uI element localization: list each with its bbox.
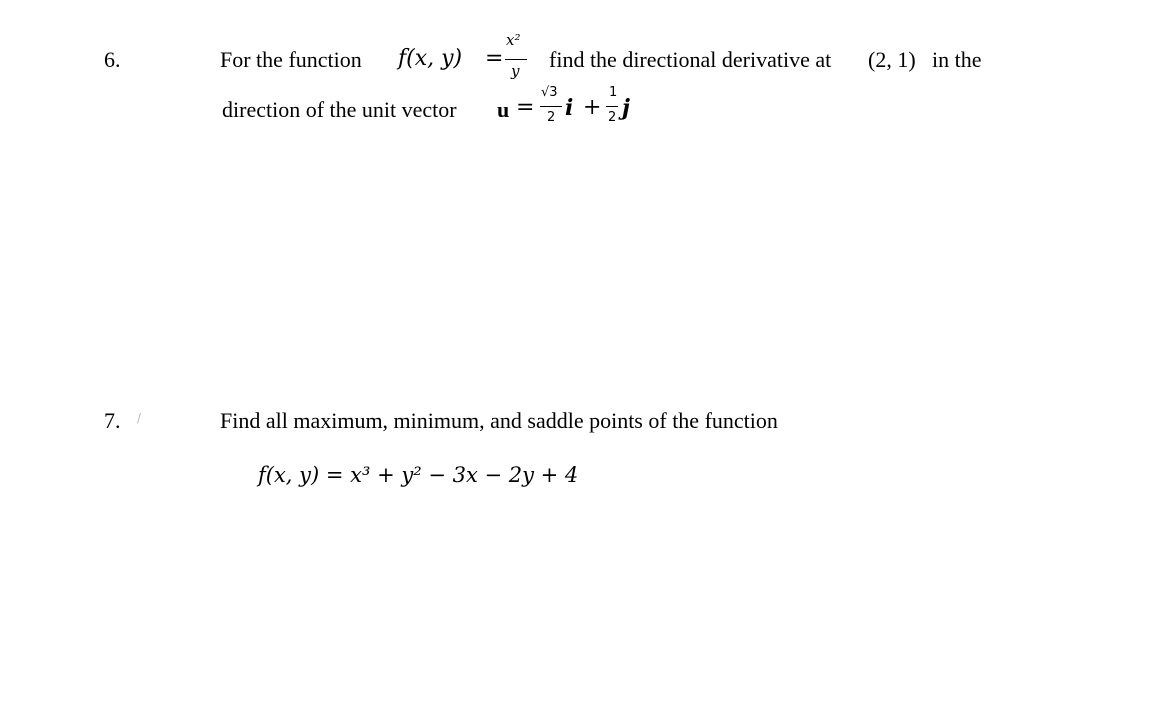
problem-text: find the directional derivative at — [549, 47, 832, 72]
fraction-denominator: y — [511, 62, 520, 80]
coefficient-denominator: 2 — [608, 110, 617, 125]
problem-text: direction of the unit vector — [222, 97, 457, 122]
unit-vector-i: i — [565, 95, 574, 121]
coefficient-denominator: 2 — [547, 110, 556, 125]
vector-symbol: u — [497, 97, 510, 122]
problem-number: 7. — [104, 408, 121, 433]
coefficient-numerator: 1 — [609, 85, 618, 100]
equals-sign: = — [485, 46, 504, 71]
pen-mark: / — [137, 411, 142, 425]
point-coordinates: (2, 1) — [868, 47, 916, 72]
fraction-bar — [606, 106, 618, 107]
problem-text: For the function — [220, 47, 362, 72]
problem-number: 6. — [104, 47, 121, 72]
unit-vector-j: j — [622, 95, 630, 121]
plus-sign: + — [583, 95, 602, 120]
function-equation: f(x, y) = x³ + y² − 3x − 2y + 4 — [258, 463, 579, 487]
problem-text: Find all maximum, minimum, and saddle points of the function — [220, 408, 778, 433]
equals-sign: = — [516, 95, 535, 120]
fraction-bar — [540, 106, 562, 107]
function-lhs: f(x, y) — [398, 46, 463, 71]
coefficient-numerator: √3 — [541, 85, 558, 100]
fraction-bar — [505, 59, 527, 60]
fraction-numerator: x² — [506, 31, 521, 49]
problem-text: in the — [932, 47, 982, 72]
